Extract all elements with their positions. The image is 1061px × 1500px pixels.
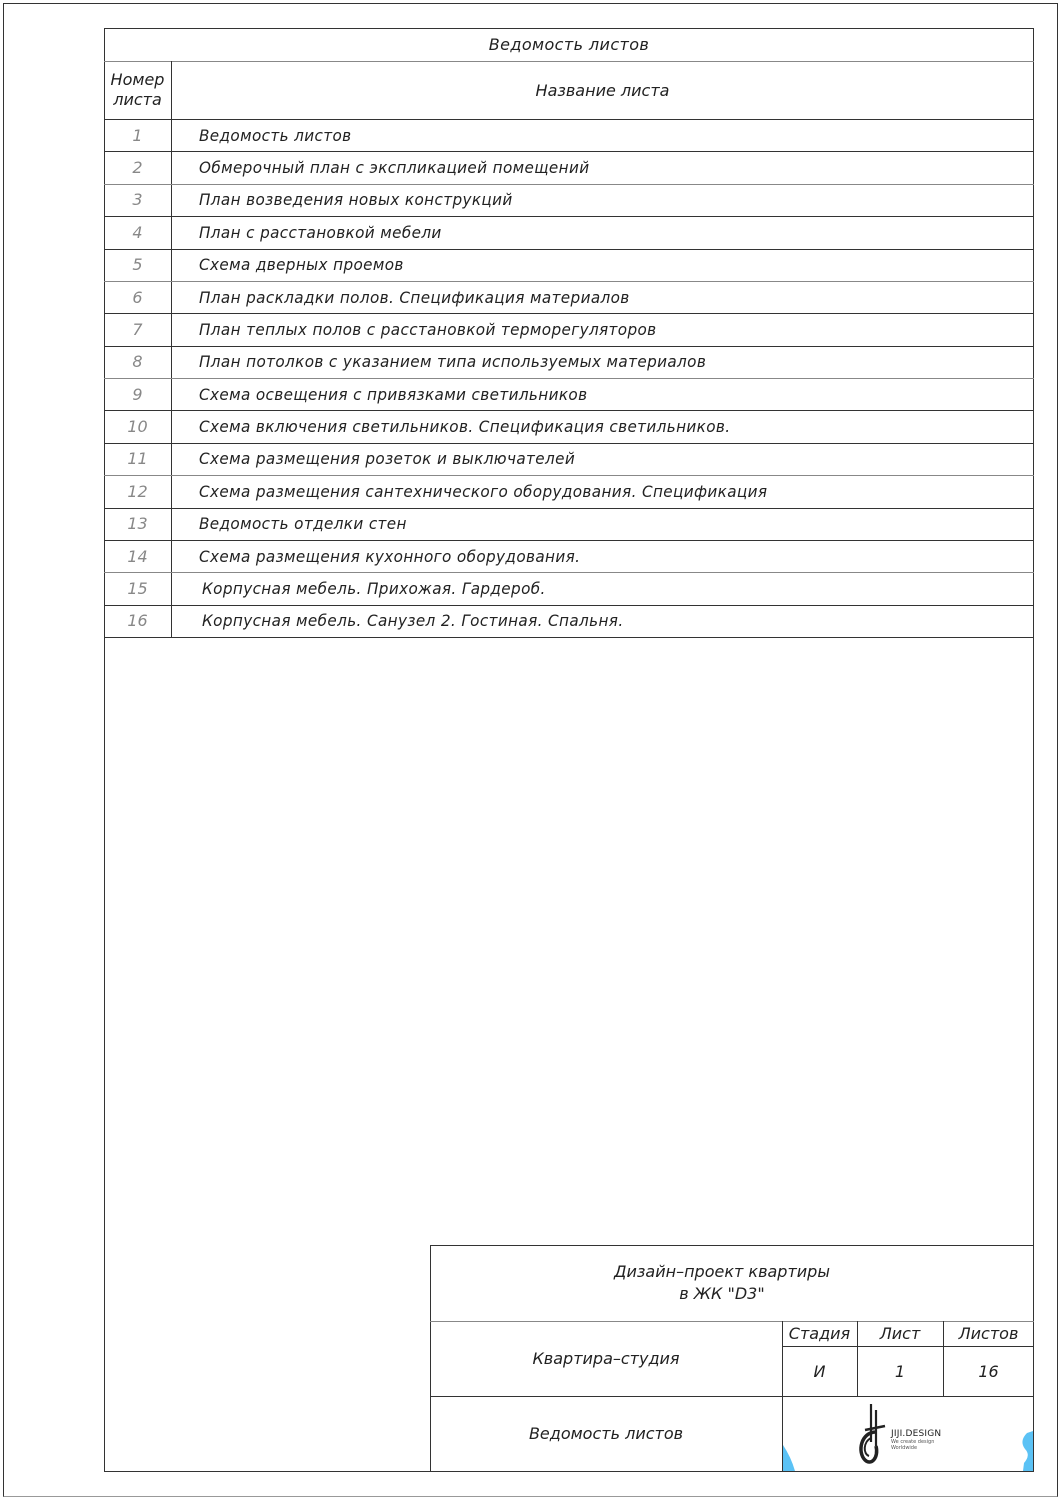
sheet-name: Схема размещения кухонного оборудования. [199,546,581,566]
table-row [104,378,1034,410]
table-row [104,605,1034,637]
sheet-value: 1 [894,1361,906,1381]
sheet-name: Корпусная мебель. Санузел 2. Гостиная. Спальня. [202,611,624,631]
table-row [104,572,1034,604]
sheet-name: План раскладки полов. Спецификация материалов [199,287,630,307]
sheet-number: 12 [127,481,148,501]
table-row [104,443,1034,475]
sheet-name: Схема включения светильников. Спецификация светильников. [199,417,731,437]
logo-brand-name: JIJI.DESIGN [891,1429,942,1439]
number-header-line1: Номер [110,70,165,89]
sheet-name: Схема освещения с привязками светильников [199,384,588,404]
table-row [104,540,1034,572]
table-row [104,249,1034,281]
sheets-value: 16 [978,1361,999,1381]
sheet-number: 10 [127,417,148,437]
sheet-name: Схема размещения розеток и выключателей [199,449,576,469]
sheet-number: 7 [132,319,143,339]
sheet-number: 6 [132,287,143,307]
sheet-name: Корпусная мебель. Прихожая. Гардероб. [202,579,546,598]
logo-tagline-2: Worldwide [891,1445,918,1451]
number-header-line2: листа [113,90,162,109]
table-row [104,184,1034,216]
sheet-number: 15 [127,579,148,598]
sheet-number: 8 [132,352,143,372]
table-row [104,281,1034,313]
sheet-name: План возведения новых конструкций [199,190,513,210]
divider [104,637,1034,638]
sheet-name: План потолков с указанием типа используемых материалов [199,352,707,372]
logo-tagline-1: We create design [891,1439,935,1445]
sheet-number: 4 [132,222,143,242]
sheet-name: Схема дверных проемов [199,255,404,275]
sheet-name: План с расстановкой мебели [199,222,442,242]
project-title-line1: Дизайн–проект квартиры [614,1262,830,1281]
sheet-number: 11 [127,449,148,469]
jiji-monogram-icon [855,1402,889,1466]
logo-cell [783,1397,1033,1471]
name-column-header: Название листа [535,80,670,100]
sheet-number: 2 [132,158,143,178]
project-title-line2: в ЖК "D3" [679,1284,765,1303]
table-row [104,346,1034,378]
stage-label: Стадия [788,1324,851,1343]
sheet-name: Схема размещения сантехнического оборудования. Спецификация [199,481,768,501]
number-column-header [104,61,171,119]
table-row [104,119,1034,151]
project-title [420,1245,1024,1321]
sheet-name: Обмерочный план с экспликацией помещений [199,158,590,178]
sheet-number: 16 [127,611,148,631]
sheet-title: Ведомость листов [528,1424,684,1443]
table-row [104,410,1034,442]
sheet-number: 3 [132,190,143,210]
sheet-name: Ведомость отделки стен [199,514,407,534]
sheet-number: 5 [132,255,143,275]
sheets-label: Листов [958,1324,1019,1343]
table-row [104,151,1034,183]
sheet-name: План теплых полов с расстановкой терморегуляторов [199,319,657,339]
table-row [104,508,1034,540]
table-row [104,216,1034,248]
sheet-number: 1 [132,125,143,145]
sheet-name: Ведомость листов [199,125,352,145]
table-title: Ведомость листов [488,35,650,54]
table-row [104,313,1034,345]
sheet-number: 9 [132,384,143,404]
stage-value: И [813,1361,826,1381]
sheet-number: 13 [127,514,148,534]
sheet-label: Лист [879,1324,921,1343]
table-row [104,475,1034,507]
brand-logo [855,1401,941,1467]
sheet-number: 14 [127,546,148,566]
object-name: Квартира–студия [532,1349,680,1368]
